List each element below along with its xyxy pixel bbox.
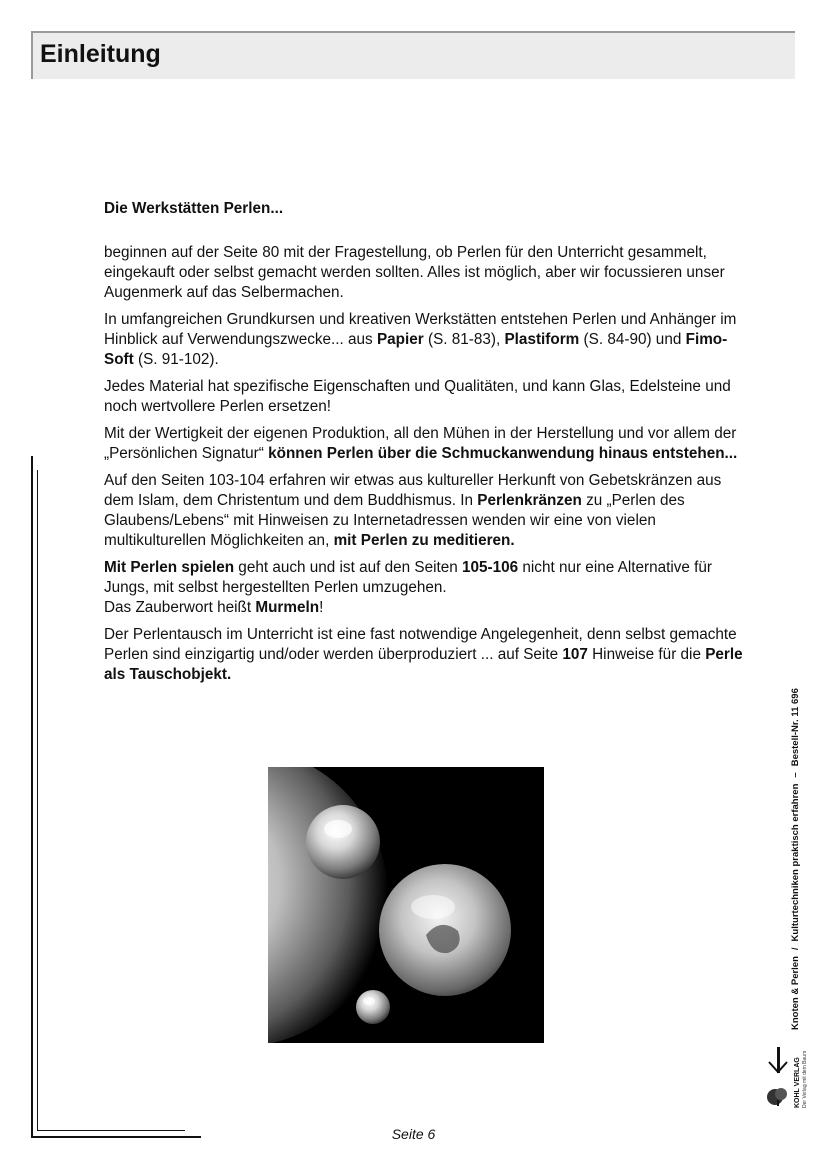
main-content bbox=[104, 199, 754, 692]
body-paragraph bbox=[104, 310, 754, 370]
text-run: In umfangreichen Grundkursen und kreativen Werkstätten entstehen Perlen und Anhänger im Hinblick auf Verwendungszwecke... aus bbox=[104, 311, 737, 348]
text-run: Auf den Seiten 103-104 erfahren wir etwas aus kultureller Herkunft von Gebetskränzen aus dem Islam, dem Christentum und dem Buddhismus. In bbox=[104, 472, 722, 509]
bold-text: können Perlen über die Schmuckanwendung hinaus entstehen... bbox=[268, 445, 738, 462]
order-number: Bestell-Nr. 11 696 bbox=[790, 688, 801, 767]
bold-text: Murmeln bbox=[255, 599, 320, 616]
separator-slash: / bbox=[790, 947, 801, 951]
bold-text: Plastiform bbox=[504, 331, 580, 348]
tiny-pearl bbox=[356, 990, 390, 1024]
pearls-photo bbox=[268, 767, 544, 1043]
lead-heading: Die Werkstätten Perlen... bbox=[104, 200, 284, 217]
tree-icon bbox=[764, 1042, 794, 1108]
text-run: Der Perlentausch im Unterricht ist eine fast notwendige Angelegenheit, denn selbst gemachte Perlen sind einzigartig und/oder werden überproduziert ... auf Seite bbox=[104, 626, 737, 663]
text-run: (S. 84-90) und bbox=[579, 331, 686, 348]
text-run: nicht nur eine Alternative für Jungs, mit selbst hergestellten Perlen umzugehen. bbox=[104, 559, 713, 596]
text-run: (S. 91-102). bbox=[133, 351, 219, 368]
text-run: geht auch und ist auf den Seiten bbox=[234, 559, 462, 576]
frame-line-inner-vertical bbox=[37, 470, 38, 1130]
text-run: ! bbox=[319, 599, 324, 616]
publisher-tagline: Der Verlag mit dem Baum bbox=[802, 1050, 808, 1108]
body-paragraph bbox=[104, 471, 754, 551]
bold-text: 107 bbox=[562, 646, 588, 663]
body-paragraph bbox=[104, 424, 754, 464]
bold-text: Perlenkränzen bbox=[477, 492, 582, 509]
body-paragraph bbox=[104, 377, 754, 417]
page-title: Einleitung bbox=[40, 40, 161, 68]
header-bar bbox=[31, 31, 795, 79]
bold-text: 105-106 bbox=[462, 559, 519, 576]
publisher-name: KOHL VERLAG bbox=[794, 1057, 801, 1108]
bold-text: Perle als Tauschobjekt. bbox=[104, 646, 743, 683]
sidebar-book-info bbox=[790, 688, 801, 1030]
text-run: Jedes Material hat spezifische Eigenschaften und Qualitäten, und kann Glas, Edelsteine und noch wertvollere Perlen ersetzen! bbox=[104, 378, 731, 415]
page-number: Seite 6 bbox=[391, 1126, 436, 1142]
bold-text: mit Perlen zu meditieren. bbox=[333, 532, 515, 549]
paragraph-list bbox=[104, 243, 754, 685]
body-paragraph bbox=[104, 243, 754, 303]
text-run: Hinweise für die bbox=[587, 646, 706, 663]
text-run: zu „Perlen des Glaubens/Lebens“ mit Hinweisen zu Internetadressen wenden wir eine von vielen multikulturellen Möglichkeiten an, bbox=[104, 492, 685, 549]
text-run: Mit der Wertigkeit der eigenen Produktion, all den Mühen in der Herstellung und vor allem der „Persönlichen Signatur“ bbox=[104, 425, 737, 462]
text-run: beginnen auf der Seite 80 mit der Fragestellung, ob Perlen für den Unterricht gesammelt, eingekauft oder selbst gemacht werden sollten. Alles ist möglich, aber wir focussieren unser Augenmerk auf das Selbermachen. bbox=[104, 244, 725, 301]
text-run: Das Zauberwort heißt bbox=[104, 599, 256, 616]
bold-text: Mit Perlen spielen bbox=[104, 559, 235, 576]
body-paragraph bbox=[104, 625, 754, 685]
pearls-illustration bbox=[268, 767, 544, 1043]
bold-text: Fimo-Soft bbox=[104, 331, 728, 368]
frame-line-outer-vertical bbox=[31, 456, 33, 1138]
separator-dash: – bbox=[790, 772, 801, 778]
text-run: (S. 81-83), bbox=[423, 331, 505, 348]
book-title: Knoten & Perlen bbox=[790, 956, 801, 1030]
bold-text: Papier bbox=[376, 331, 424, 348]
book-subtitle: Kulturtechniken praktisch erfahren bbox=[790, 783, 801, 942]
publisher-logo bbox=[764, 1042, 808, 1108]
small-pearl bbox=[306, 805, 380, 879]
body-paragraph bbox=[104, 558, 754, 618]
